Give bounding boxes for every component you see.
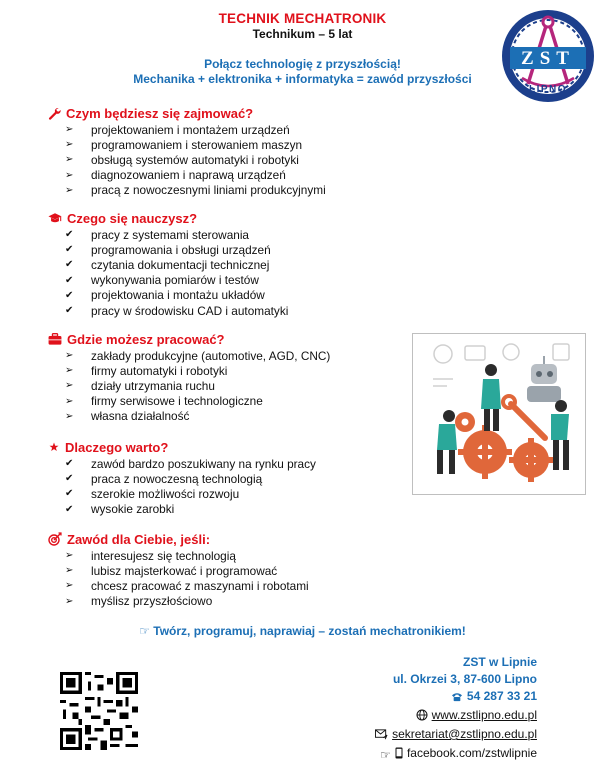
- section-heading: Zawód dla Ciebie, jeśli:: [67, 531, 211, 547]
- list-item: ➢ lubisz majsterkować i programować: [48, 563, 309, 578]
- list-item: ➢ firmy automatyki i robotyki: [48, 363, 330, 378]
- list-item: ➢ programowaniem i sterowaniem maszyn: [48, 137, 326, 152]
- robot-figure: [527, 356, 561, 402]
- bullet-marker: ➢: [65, 154, 74, 166]
- list-item: ✔ pracy z systemami sterowania: [48, 227, 288, 242]
- list-item: ➢ pracą z nowoczesnymi liniami produkcyjnymi: [48, 183, 326, 198]
- hand-pointer-icon: ☞: [139, 624, 154, 638]
- contact-facebook[interactable]: [375, 745, 537, 764]
- call-to-action: ☞ Twórz, programuj, naprawiaj – zostań mechatronikiem!: [139, 624, 466, 638]
- list-item: ➢ interesujesz się technologią: [48, 548, 309, 563]
- bullet-marker: ✔: [65, 503, 74, 515]
- contact-phone[interactable]: 54 287 33 21: [375, 688, 537, 707]
- bullet-marker: ✔: [65, 229, 74, 241]
- bullet-marker: ➢: [65, 350, 74, 362]
- page-subtitle: Technikum – 5 lat: [252, 27, 353, 41]
- bullet-marker: ✔: [65, 473, 74, 485]
- logo-subtext: LIPNO: [528, 84, 568, 95]
- list-item: ✔ wykonywania pomiarów i testów: [48, 273, 288, 288]
- contact-block: [375, 654, 537, 764]
- list-item: ✔ wysokie zarobki: [48, 502, 316, 517]
- section-duties: [48, 104, 326, 198]
- phone-device-icon: [395, 747, 403, 764]
- list-item: ➢ własna działalność: [48, 409, 330, 424]
- bullet-marker: ➢: [65, 565, 74, 577]
- graduation-cap-icon: [48, 212, 62, 225]
- page-title: TECHNIK MECHATRONIK: [218, 11, 387, 26]
- hand-pointer-icon: ☞: [380, 748, 391, 762]
- list-item: ✔ programowania i obsługi urządzeń: [48, 242, 288, 257]
- bullet-marker: ➢: [65, 169, 74, 181]
- section-heading: Gdzie możesz pracować?: [67, 331, 225, 347]
- contact-address: ul. Okrzei 3, 87-600 Lipno: [392, 672, 537, 686]
- email-link[interactable]: sekretariat@zstlipno.edu.pl: [392, 727, 537, 741]
- list-item: ➢ obsługą systemów automatyki i robotyki: [48, 152, 326, 167]
- list-item: ➢ zakłady produkcyjne (automotive, AGD, CNC): [48, 348, 330, 363]
- list-item: ➢ myślisz przyszłościowo: [48, 594, 309, 609]
- bullet-marker: ➢: [65, 550, 74, 562]
- bullet-marker: ✔: [65, 244, 74, 256]
- list-item: ✔ praca z nowoczesną technologią: [48, 471, 316, 486]
- list-item: ➢ diagnozowaniem i naprawą urządzeń: [48, 168, 326, 183]
- school-logo: [500, 8, 596, 104]
- section-learn: [48, 209, 288, 318]
- section-workplaces: [48, 330, 330, 424]
- list-item: ✔ projektowania i montażu układów: [48, 288, 288, 303]
- tagline-2: Mechanika + elektronika + informatyka = zawód przyszłości: [133, 72, 472, 86]
- bullet-marker: ✔: [65, 458, 74, 470]
- list-item: ✔ zawód bardzo poszukiwany na rynku pracy: [48, 456, 316, 471]
- website-link[interactable]: www.zstlipno.edu.pl: [431, 708, 537, 722]
- list-item: ✔ szerokie możliwości rozwoju: [48, 486, 316, 501]
- bullet-marker: ➢: [65, 124, 74, 136]
- target-icon: [48, 532, 62, 546]
- facebook-link[interactable]: facebook.com/zstwlipnie: [406, 746, 537, 760]
- bullet-marker: ➢: [65, 580, 74, 592]
- bullet-marker: ➢: [65, 365, 74, 377]
- bullet-marker: ✔: [65, 488, 74, 500]
- bullet-marker: ➢: [65, 595, 74, 607]
- logo-text: ZST: [521, 48, 575, 69]
- list-item: ✔ czytania dokumentacji technicznej: [48, 257, 288, 272]
- bullet-marker: ✔: [65, 305, 74, 317]
- list-item: ➢ firmy serwisowe i technologiczne: [48, 394, 330, 409]
- star-icon: [48, 441, 60, 453]
- bullet-marker: ➢: [65, 184, 74, 196]
- section-for-you: [48, 530, 309, 609]
- bullet-marker: ✔: [65, 259, 74, 271]
- wrench-icon: [48, 107, 61, 120]
- contact-email[interactable]: [375, 726, 537, 745]
- bullet-marker: ➢: [65, 380, 74, 392]
- phone-icon: [451, 690, 463, 707]
- list-item: ➢ projektowaniem i montażem urządzeń: [48, 122, 326, 137]
- list-item: ✔ pracy w środowisku CAD i automatyki: [48, 303, 288, 318]
- section-heading: Czym będziesz się zajmować?: [66, 105, 254, 121]
- bullet-marker: ➢: [65, 395, 74, 407]
- globe-icon: [416, 709, 428, 726]
- bullet-marker: ➢: [65, 410, 74, 422]
- section-heading: Dlaczego warto?: [65, 439, 169, 455]
- bullet-marker: ✔: [65, 274, 74, 286]
- qr-code[interactable]: [60, 672, 138, 750]
- email-icon: [375, 728, 388, 745]
- bullet-marker: ✔: [65, 289, 74, 301]
- list-item: ➢ działy utrzymania ruchu: [48, 378, 330, 393]
- section-why: [48, 438, 316, 517]
- section-heading: Czego się nauczysz?: [67, 210, 198, 226]
- list-item: ➢ chcesz pracować z maszynami i robotami: [48, 578, 309, 593]
- gears: [455, 412, 549, 478]
- mechatronics-illustration: [412, 333, 586, 495]
- tagline-1: Połącz technologię z przyszłością!: [204, 57, 401, 71]
- contact-website[interactable]: [375, 707, 537, 726]
- bullet-marker: ➢: [65, 139, 74, 151]
- briefcase-icon: [48, 333, 62, 345]
- contact-org: ZST w Lipnie: [463, 655, 537, 669]
